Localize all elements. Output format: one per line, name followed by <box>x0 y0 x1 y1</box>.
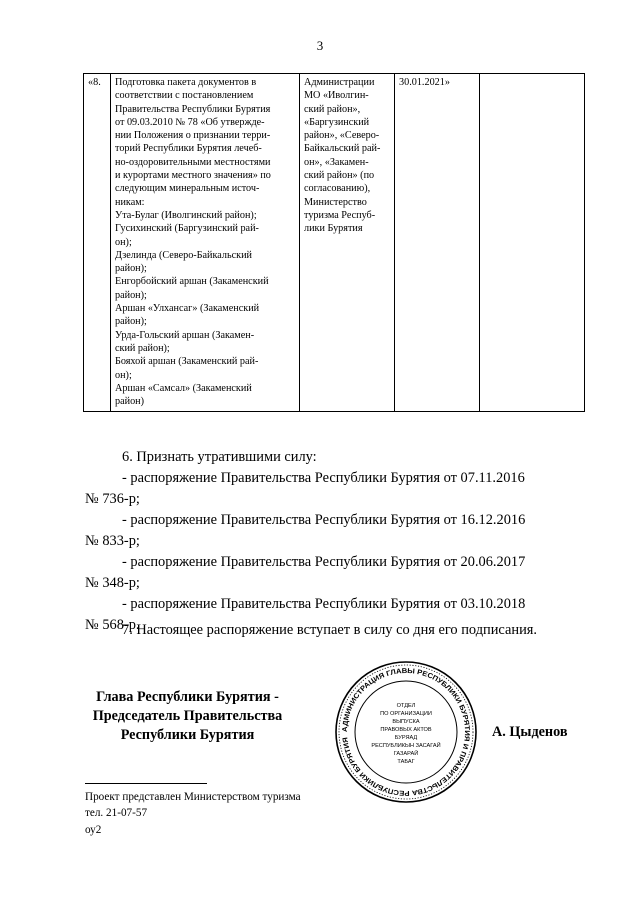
task-line: Подготовка пакета документов в <box>115 77 257 88</box>
repealed-item <box>85 552 583 594</box>
repealed-item <box>85 468 583 510</box>
footnote-line: тел. 21-07-57 <box>85 807 148 819</box>
signer-title-line: Глава Республики Бурятия - <box>96 689 279 705</box>
seal-center-text <box>371 703 440 765</box>
seal-line: ГАЗАРАЙ <box>393 751 419 757</box>
task-line: он); <box>115 236 132 248</box>
task-line: Ута-Булаг (Иволгинский район); <box>115 209 257 221</box>
task-line: район); <box>115 289 147 301</box>
task-line: следующим минеральным источ- <box>115 183 260 195</box>
row-number: «8. <box>84 74 111 412</box>
official-seal-stamp <box>334 660 478 804</box>
task-line: от 09.03.2010 № 78 «Об утвержде- <box>115 116 265 128</box>
seal-line: РЕСПУБЛИКЫН ЗАСАГАЙ <box>371 743 441 749</box>
item-7-text: 7. Настоящее распоряжение вступает в силу со дня его подписания. <box>122 622 537 638</box>
item-6 <box>85 447 583 636</box>
executor-line: ский район» (по <box>304 170 375 182</box>
document-code: оу2 <box>85 824 102 836</box>
footnote-line: Проект представлен Министерством туризма <box>85 791 301 803</box>
item-7 <box>85 620 583 641</box>
signer-name: А. Цыденов <box>492 724 568 740</box>
executor-line: он», «Закамен- <box>304 156 369 168</box>
task-line: но-оздоровительными местностями <box>115 156 271 168</box>
seal-line: ВЫПУСКА <box>392 719 420 725</box>
task-line: Енгорбойский аршан (Закаменский <box>115 276 269 288</box>
repealed-number: № 568-р. <box>85 617 140 633</box>
task-line: никам: <box>115 196 145 208</box>
repealed-number: № 736-р; <box>85 491 140 507</box>
task-line: Гусихинский (Баргузинский рай- <box>115 223 259 235</box>
task-line: Аршан «Самсал» (Закаменский <box>115 382 252 394</box>
seal-line: ОТДЕЛ <box>396 703 416 709</box>
task-line: район) <box>115 396 145 408</box>
signer-title <box>80 688 295 745</box>
signer-title-line: Республики Бурятия <box>120 727 255 743</box>
executor-line: лики Бурятия <box>304 223 363 235</box>
seal-line: ПО ОРГАНИЗАЦИИ <box>380 711 432 717</box>
repealed-line: - распоряжение Правительства Республики Бурятия от 16.12.2016 <box>122 512 526 528</box>
deadline-cell: 30.01.2021» <box>395 74 480 412</box>
task-line: нии Положения о признании терри- <box>115 130 271 142</box>
footnote-divider <box>85 783 207 784</box>
task-line: он); <box>115 369 132 381</box>
executor-cell <box>300 74 395 412</box>
executor-line: МО «Иволгин- <box>304 90 369 102</box>
task-line: район); <box>115 316 147 328</box>
seal-line: ТАБАГ <box>397 759 415 765</box>
executor-line: туризма Респуб- <box>304 209 376 221</box>
task-line: соответствии с постановлением <box>115 90 254 102</box>
task-line: район); <box>115 263 147 275</box>
seal-line: БУРЯАД <box>394 735 418 741</box>
repealed-number: № 833-р; <box>85 533 140 549</box>
plan-table <box>83 73 585 412</box>
repealed-line: - распоряжение Правительства Республики Бурятия от 20.06.2017 <box>122 554 526 570</box>
empty-cell <box>480 74 585 412</box>
task-line: торий Республики Бурятия лечеб- <box>115 143 262 155</box>
signer-title-line: Председатель Правительства <box>92 708 283 724</box>
executor-line: Министерство <box>304 196 367 208</box>
repealed-line: - распоряжение Правительства Республики Бурятия от 03.10.2018 <box>122 596 526 612</box>
executor-line: Байкальский рай- <box>304 143 381 155</box>
executor-line: ский район», <box>304 103 361 115</box>
task-line: Аршан «Улхансаг» (Закаменский <box>115 303 260 315</box>
table-row <box>84 74 585 412</box>
task-line: Правительства Республики Бурятия <box>115 103 271 115</box>
repealed-line: - распоряжение Правительства Республики Бурятия от 07.11.2016 <box>122 470 525 486</box>
task-line: Бояхой аршан (Закаменский рай- <box>115 356 259 368</box>
page-number: 3 <box>316 38 324 53</box>
task-line: Урда-Гольский аршан (Закамен- <box>115 329 255 341</box>
task-line: ский район); <box>115 342 170 354</box>
executor-line: согласованию), <box>304 183 371 195</box>
repealed-item <box>85 510 583 552</box>
item-6-heading: 6. Признать утратившими силу: <box>122 449 317 465</box>
executor-line: район», «Северо- <box>304 130 380 142</box>
task-line: Дзелинда (Северо-Байкальский <box>115 249 253 261</box>
executor-line: Администрации <box>304 77 375 88</box>
footnote <box>85 789 301 821</box>
repealed-number: № 348-р; <box>85 575 140 591</box>
task-line: и курортами местного значения» по <box>115 170 271 182</box>
seal-ring-text: АДМИНИСТРАЦИЯ ГЛАВЫ РЕСПУБЛИКИ БУРЯТИЯ И ПРАВИТЕЛЬСТВА РЕСПУБЛИКИ БУРЯТИЯ <box>341 667 471 797</box>
seal-line: ПРАВОВЫХ АКТОВ <box>380 727 432 733</box>
executor-line: «Баргузинский <box>304 116 370 128</box>
task-cell <box>111 74 300 412</box>
